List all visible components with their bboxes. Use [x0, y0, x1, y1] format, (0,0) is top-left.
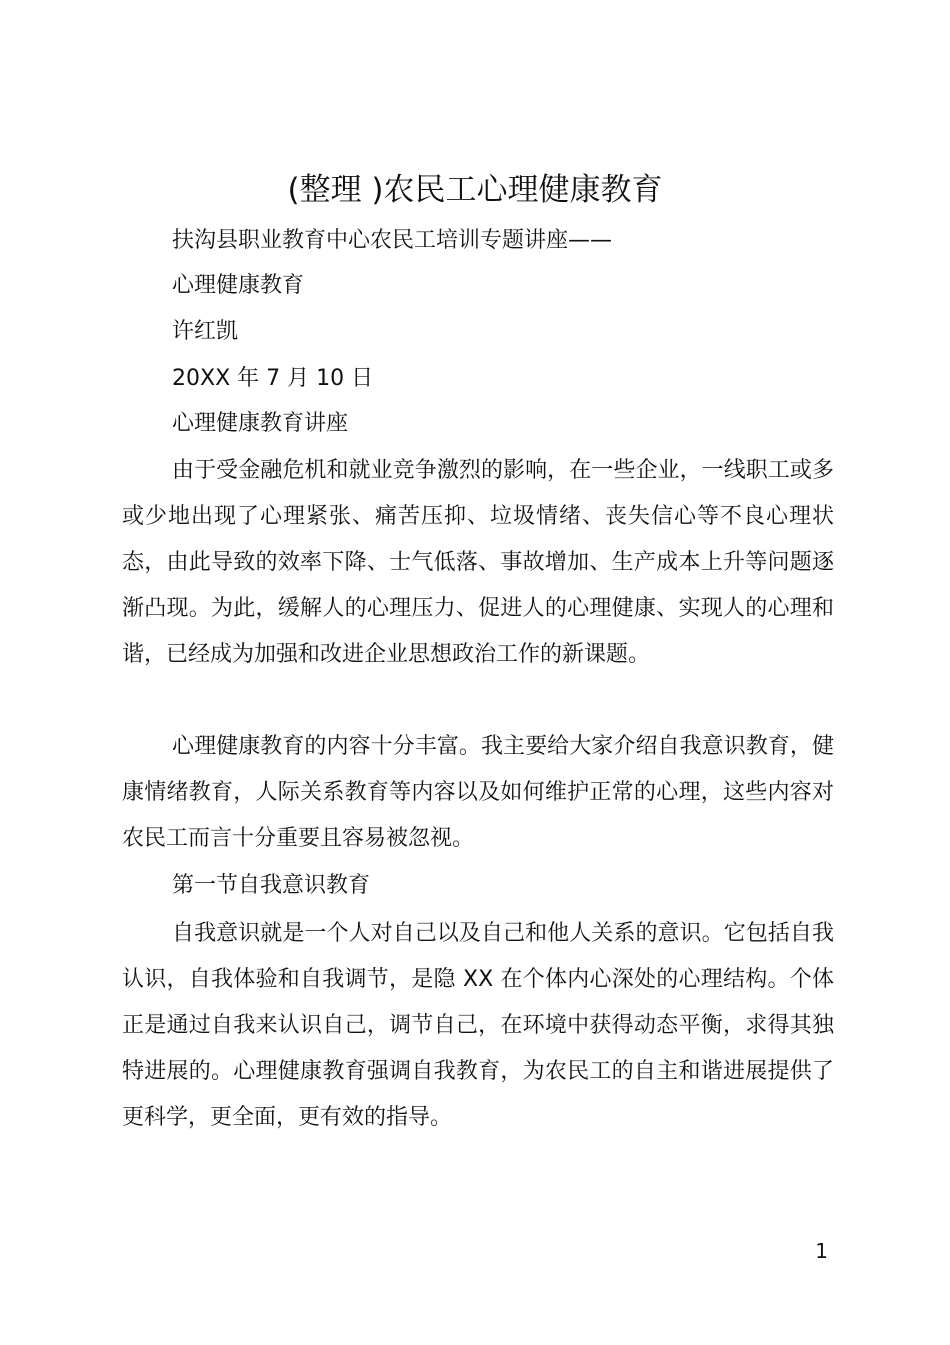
lecture-topic-line: 心理健康教育 [172, 273, 305, 298]
date-line: 20XX 年 7 月 10 日 [172, 366, 374, 391]
body-paragraph: 由于受金融危机和就业竞争激烈的影响，在一些企业，一线职工或多或少地出现了心理紧张、痛苦压抑、垃圾情绪、丧失信心等不良心理状态，由此导致的效率下降、士气低落、事故增加、生产成本上升等问题逐渐凸现。为此，缓解人的心理压力、促进人的心理健康、实现人的心理和谐，已经成为加强和改进企业思想政治工作的新课题。 [122, 458, 834, 667]
author-line: 许红凯 [172, 319, 239, 344]
section-paragraph: 自我意识就是一个人对自己以及自己和他人关系的意识。它包括自我认识，自我体验和自我调节，是隐 XX 在个体内心深处的心理结构。个体正是通过自我来认识自己，调节自己，在环境中获得动态平衡，求得其独特进展的。心理健康教育强调自我教育，为农民工的自主和谐进展提供了更科学，更全面，更有效的指导。 [122, 921, 834, 1130]
page-number: 1 [815, 1239, 828, 1263]
document-title: (整理 )农民工心理健康教育 [287, 172, 663, 208]
body-paragraph: 心理健康教育的内容十分丰富。我主要给大家介绍自我意识教育，健康情绪教育，人际关系教育等内容以及如何维护正常的心理，这些内容对农民工而言十分重要且容易被忽视。 [122, 734, 834, 851]
section-heading: 第一节自我意识教育 [172, 873, 371, 898]
lecture-name-line: 心理健康教育讲座 [172, 411, 349, 436]
lecture-series-line: 扶沟县职业教育中心农民工培训专题讲座—— [172, 228, 613, 253]
